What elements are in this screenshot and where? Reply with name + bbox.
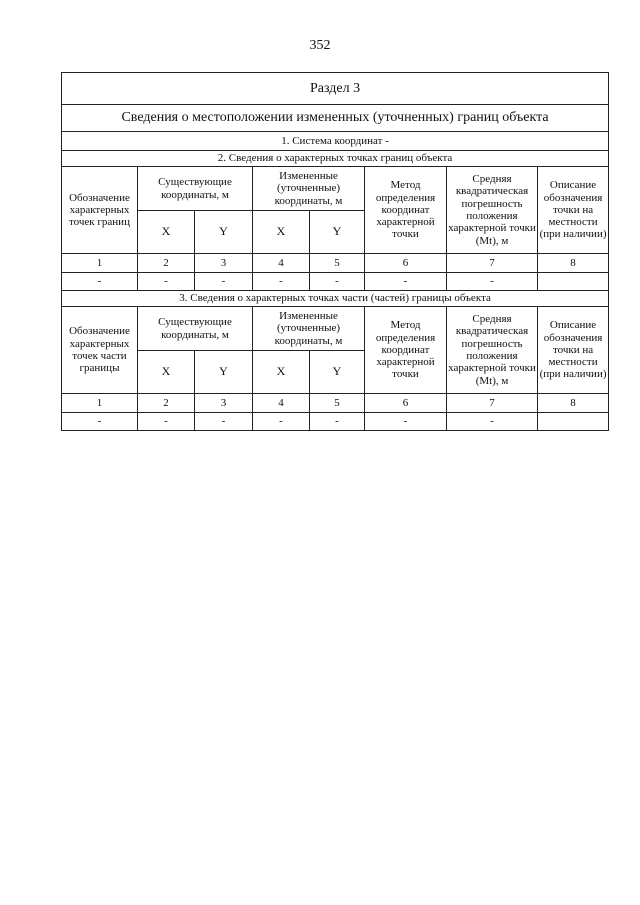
block1-col-existing: Существующие координаты, м	[138, 167, 253, 211]
col-number: 7	[447, 254, 538, 273]
table-cell: -	[138, 413, 195, 431]
table-cell: -	[365, 413, 447, 431]
block1-col-accuracy: Средняя квадратическая погрешность положения характерной точки (Mt), м	[447, 167, 538, 254]
boundary-table	[61, 72, 609, 431]
table-cell: -	[62, 273, 138, 291]
table-cell	[538, 273, 609, 291]
table-cell: -	[447, 413, 538, 431]
block1-col-changed: Измененные (уточненные) координаты, м	[253, 167, 365, 211]
col-number: 2	[138, 394, 195, 413]
block1-existing-y: Y	[195, 211, 253, 254]
block2-header-row	[62, 307, 609, 351]
page-number: 352	[309, 38, 331, 53]
block2-col-method: Метод определения координат характерной точки	[365, 307, 447, 394]
col-number: 5	[310, 254, 365, 273]
table-cell: -	[195, 273, 253, 291]
block2-title: 3. Сведения о характерных точках части (частей) границы объекта	[62, 291, 609, 307]
col-number: 3	[195, 254, 253, 273]
block2-col-designation: Обозначение характерных точек части границы	[62, 307, 138, 394]
block2-col-existing: Существующие координаты, м	[138, 307, 253, 351]
block1-changed-x: X	[253, 211, 310, 254]
table-cell: -	[310, 413, 365, 431]
block2-existing-x: X	[138, 351, 195, 394]
block2-changed-y: Y	[310, 351, 365, 394]
table-cell: -	[195, 413, 253, 431]
title-row	[62, 105, 609, 132]
block2-col-description: Описание обозначения точки на местности (при наличии)	[538, 307, 609, 394]
block1-col-method: Метод определения координат характерной точки	[365, 167, 447, 254]
block1-col-designation: Обозначение характерных точек границ	[62, 167, 138, 254]
table-cell: -	[253, 413, 310, 431]
col-number: 7	[447, 394, 538, 413]
section-label: Раздел 3	[62, 73, 609, 105]
coord-system-text: 1. Система координат -	[62, 132, 609, 151]
col-number: 6	[365, 254, 447, 273]
col-number: 6	[365, 394, 447, 413]
block1-title: 2. Сведения о характерных точках границ объекта	[62, 151, 609, 167]
table-cell: -	[365, 273, 447, 291]
block2-title-row	[62, 291, 609, 307]
coord-system-row	[62, 132, 609, 151]
table-cell: -	[310, 273, 365, 291]
col-number: 5	[310, 394, 365, 413]
block1-numbers-row	[62, 254, 609, 273]
block1-data-row	[62, 273, 609, 291]
col-number: 4	[253, 254, 310, 273]
block1-existing-x: X	[138, 211, 195, 254]
block1-header-row	[62, 167, 609, 211]
block2-col-accuracy: Средняя квадратическая погрешность положения характерной точки (Mt), м	[447, 307, 538, 394]
table-cell: -	[253, 273, 310, 291]
col-number: 4	[253, 394, 310, 413]
table-cell	[538, 413, 609, 431]
block1-changed-y: Y	[310, 211, 365, 254]
section-row	[62, 73, 609, 105]
block2-col-changed: Измененные (уточненные) координаты, м	[253, 307, 365, 351]
col-number: 2	[138, 254, 195, 273]
block2-changed-x: X	[253, 351, 310, 394]
block2-data-row	[62, 413, 609, 431]
col-number: 8	[538, 254, 609, 273]
col-number: 3	[195, 394, 253, 413]
col-number: 1	[62, 254, 138, 273]
section-title: Сведения о местоположении измененных (уточненных) границ объекта	[62, 105, 609, 132]
table-cell: -	[447, 273, 538, 291]
col-number: 8	[538, 394, 609, 413]
block1-title-row	[62, 151, 609, 167]
block1-col-description: Описание обозначения точки на местности (при наличии)	[538, 167, 609, 254]
block2-existing-y: Y	[195, 351, 253, 394]
block2-numbers-row	[62, 394, 609, 413]
table-cell: -	[138, 273, 195, 291]
col-number: 1	[62, 394, 138, 413]
table-cell: -	[62, 413, 138, 431]
